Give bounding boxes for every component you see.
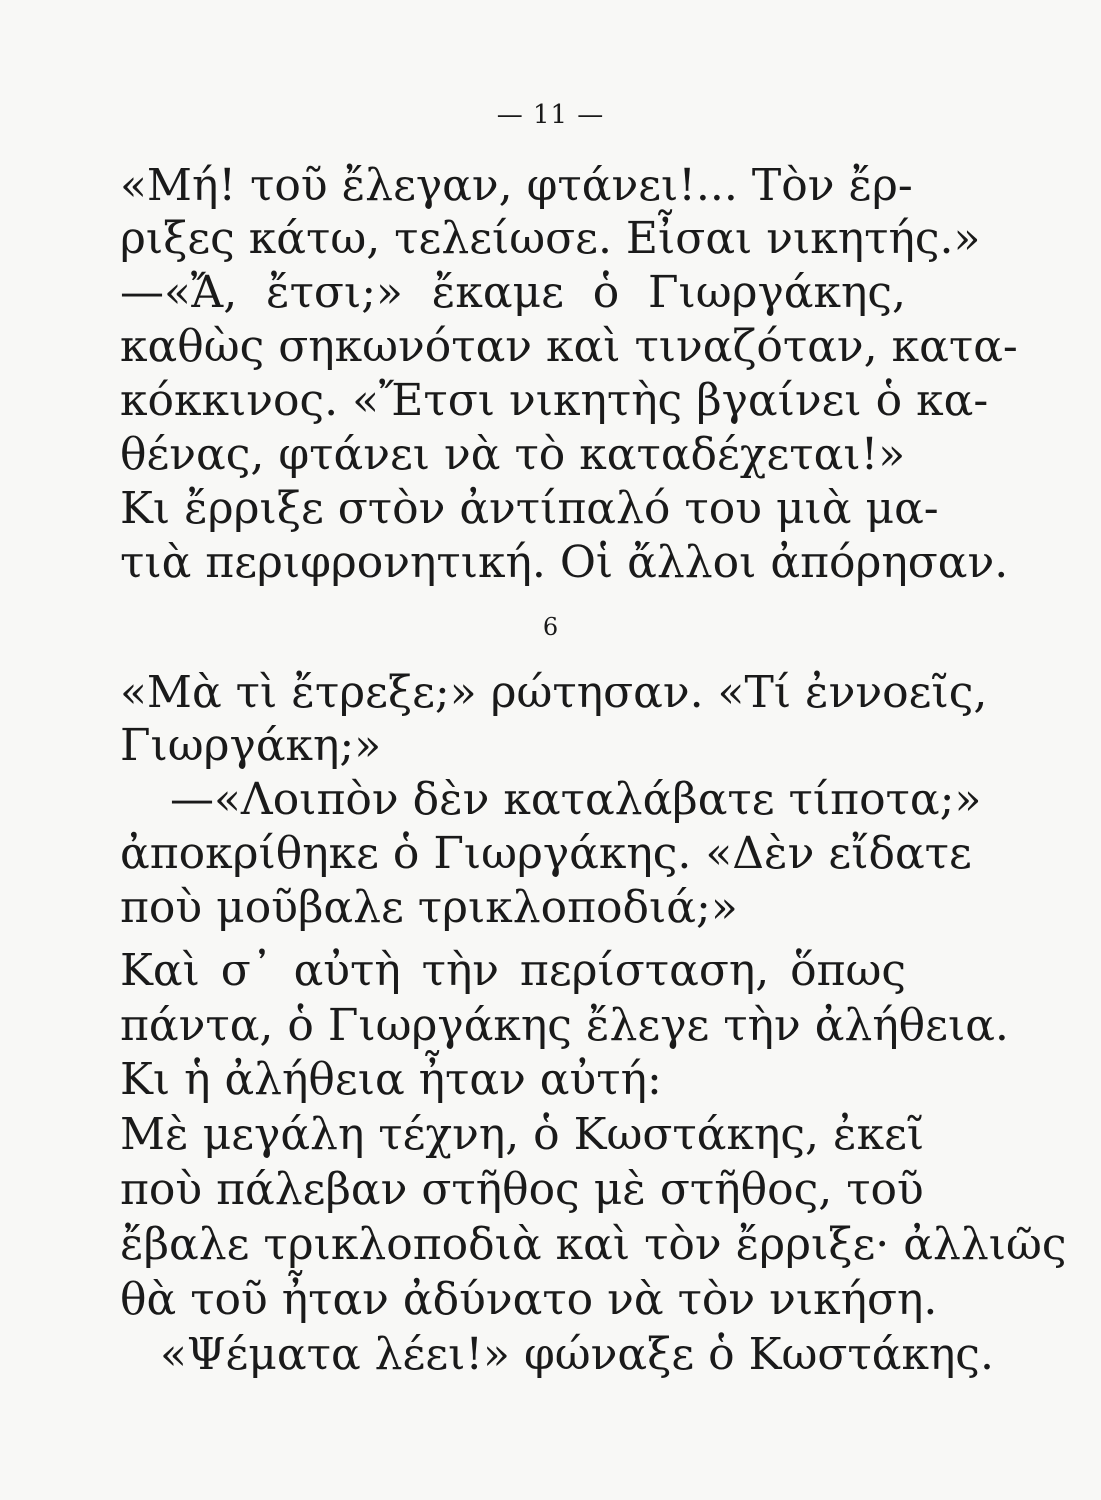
- text-line: ποὺ πάλεβαν στῆθος μὲ στῆθος, τοῦ: [120, 1164, 924, 1215]
- text-line: θὰ τοῦ ἦταν ἀδύνατο νὰ τὸν νικήση.: [120, 1274, 938, 1325]
- text-line: κόκκινος. «Ἔτσι νικητὴς βγαίνει ὁ κα-: [120, 375, 989, 426]
- text-line: ποὺ μοῦβαλε τρικλοποδιά;»: [120, 882, 738, 933]
- section-number: 6: [542, 613, 559, 641]
- text-line: «Ψέματα λέει!» φώναξε ὁ Κωστάκης.: [160, 1329, 994, 1380]
- text-line: «Μή! τοῦ ἔλεγαν, φτάνει!... Τὸν ἔρ-: [120, 160, 913, 211]
- text-line: ἔβαλε τρικλοποδιὰ καὶ τὸν ἔρριξε· ἀλλιῶς: [120, 1219, 1067, 1270]
- text-line: τιὰ περιφρονητική. Οἱ ἄλλοι ἀπόρησαν.: [120, 537, 1009, 588]
- text-line: θένας, φτάνει νὰ τὸ καταδέχεται!»: [120, 429, 906, 480]
- text-line: ριξες κάτω, τελείωσε. Εἶσαι νικητής.»: [120, 213, 981, 264]
- text-line: Κι ἡ ἀλήθεια ἦταν αὐτή:: [120, 1054, 662, 1105]
- text-line: Μὲ μεγάλη τέχνη, ὁ Κωστάκης, ἐκεῖ: [120, 1109, 925, 1160]
- text-line: καθὼς σηκωνόταν καὶ τιναζόταν, κατα-: [120, 321, 1018, 372]
- text-line: Κι ἔρριξε στὸν ἀντίπαλό του μιὰ μα-: [120, 483, 939, 534]
- text-line: «Μὰ τὶ ἔτρεξε;» ρώτησαν. «Τί ἐννοεῖς,: [120, 667, 988, 718]
- text-line: ἀποκρίθηκε ὁ Γιωργάκης. «Δὲν εἴδατε: [120, 828, 972, 879]
- text-line: Γιωργάκη;»: [120, 720, 382, 771]
- text-line: Καὶ σ᾽ αὐτὴ τὴν περίσταση, ὅπως: [120, 945, 906, 996]
- text-line: —«Λοιπὸν δὲν καταλάβατε τίποτα;»: [170, 774, 982, 825]
- text-line: —«Ἄ, ἔτσι;» ἔκαμε ὁ Γιωργάκης,: [120, 267, 906, 318]
- text-line: πάντα, ὁ Γιωργάκης ἔλεγε τὴν ἀλήθεια.: [120, 1000, 1009, 1051]
- page-number: — 11 —: [496, 100, 605, 130]
